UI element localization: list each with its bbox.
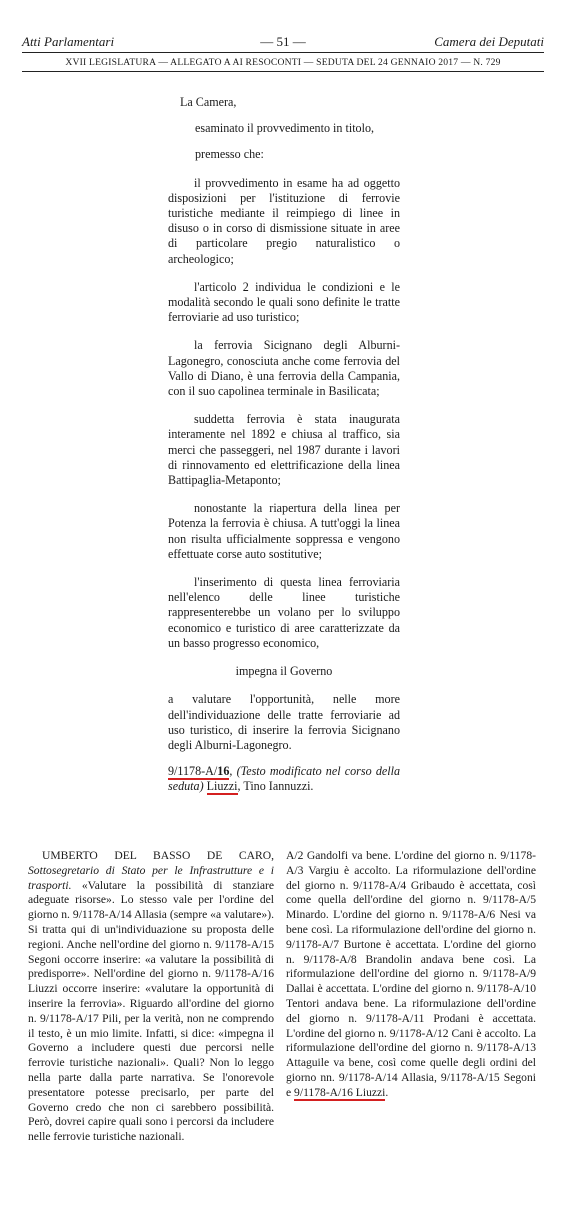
motion-text bbox=[168, 95, 400, 808]
page-header bbox=[22, 34, 544, 52]
first-signer: Liuzzi bbox=[206, 779, 238, 794]
motion-number: 9/1178-A/16 bbox=[168, 764, 230, 779]
transcript-column-left bbox=[28, 849, 274, 1145]
page-number: — 51 — bbox=[260, 34, 306, 49]
motion-paragraph: la ferrovia Sicignano degli Alburni-Lagonegro, conosciuta anche come ferrovia del Vallo di Diano, è una ferrovia della Campania, con il suo capolinea terminale in Basilicata; bbox=[168, 338, 400, 399]
transcript-column-right: A/2 Gandolfi va bene. L'ordine del giorno n. 9/1178-A/3 Vargiu è accolto. La riformulazione dell'ordine del giorno n. 9/1178-A/4 Gribaudo è accettata, così come quella dell'ordine del giorno n. 9/1178-A/5 Minardo. L'ordine del giorno n. 9/1178-A/6 Nesi va bene così. La riformulazione dell'ordine del giorno n. 9/1178-A/7 Burtone è accettata. L'ordine del giorno n. 9/1178-A/8 Brandolin andava bene così. La riformulazione dell'ordine del giorno n. 9/1178-A/9 Dallai è accettata. L'ordine del giorno n. 9/1178-A/10 Tentori andava bene. La riformulazione dell'ordine del giorno n. 9/1178-A/11 Prodani è accettata. L'ordine del giorno n. 9/1178-A/12 Cani è accolto. La riformulazione dell'ordine del giorno n. 9/1178-A/13 Attaguile va bene, così come quelle degli ordini del giorno nn. 9/1178-A/14 Allasia, 9/1178-A/15 Segoni e 9/1178-A/16 Liuzzi. bbox=[286, 849, 536, 1099]
motion-premised: premesso che: bbox=[195, 147, 264, 162]
header-rule-bottom bbox=[22, 71, 544, 72]
motion-examined: esaminato il provvedimento in titolo, bbox=[195, 121, 375, 136]
motion-note: (Testo modificato nel corso della seduta) bbox=[168, 764, 401, 794]
motion-paragraph: l'articolo 2 individua le condizioni e le modalità secondo le quali sono definite le tratte ferroviarie ad uso turistico; bbox=[168, 279, 400, 325]
motion-paragraph: il provvedimento in esame ha ad oggetto disposizioni per l'istituzione di ferrovie turistiche mediante il reimpiego di linee in disuso o in corso di dismissione situate in aree di particolare pregio naturalistico o archeologico; bbox=[168, 175, 400, 266]
transcript-text-left: «Valutare la possibilità di stanziare adeguate risorse». Lo stesso vale per l'ordine del giorno n. 9/1178-A/14 Allasia (sempre «a valutare»). Si tratta qui di un'individuazione su proposta delle regioni. Anche nell'ordine del giorno n. 9/1178-A/15 Segoni occorre inserire: «a valutare la possibilità di predisporre». Nell'ordine del giorno n. 9/1178-A/16 Liuzzi occorre inserire: «valutare la opportunità di inserire la ferrovia». Riguardo all'ordine del giorno n. 9/1178-A/17 Pili, per la verità, non ne comprendo il testo, è un mio limite. Infatti, si dice: «impegna il Governo a includere questi due percorsi nelle ferrovie turistiche nazionali». Quali? Non lo leggo nella parte dalla parte narrativa. Se l'onorevole presentatore potesse precisarlo, per parte del Governo credo che non ci sarebbero possibilità. Però, dovrei capire quali sono i percorsi da includere nelle ferrovie turistiche nazionali. bbox=[28, 878, 274, 1144]
motion-commits: impegna il Governo bbox=[235, 664, 333, 679]
motion-commitment: a valutare l'opportunità, nelle more dell'individuazione delle tratte ferroviarie ad uso turistico, di inserire la ferrovia Sicignano degli Alburni-Lagonegro. bbox=[168, 692, 400, 752]
motion-opening: La Camera, bbox=[180, 95, 237, 109]
motion-signature: 9/1178-A/16, (Testo modificato nel corso della seduta) Liuzzi, Tino Iannuzzi. bbox=[168, 764, 401, 794]
motion-paragraph: nonostante la riapertura della linea per Potenza la ferrovia è chiusa. A tutt'oggi la linea non risulta ufficialmente soppressa e vengono effettuate corse auto sostitutive; bbox=[168, 501, 400, 561]
speaker-role: Sottosegretario di Stato per le Infrastrutture e i trasporti. bbox=[28, 863, 274, 892]
header-left: Atti Parlamentari bbox=[22, 34, 115, 49]
motion-paragraph: l'inserimento di questa linea ferroviaria nell'elenco delle linee turistiche rappresenterebbe un volano per lo sviluppo economico e turistico di aree caratterizzate da un basso progresso economico, bbox=[168, 575, 400, 650]
header-rule-top bbox=[22, 52, 544, 53]
motion-paragraph: suddetta ferrovia è stata inaugurata interamente nel 1892 e chiusa al traffico, sia merci che passeggeri, nel 1987 durante i lavori di rinnovamento ed elettrificazione della linea Battipaglia-Metaponto; bbox=[168, 412, 400, 488]
underlined-reference: 9/1178-A/16 Liuzzi bbox=[294, 1085, 386, 1099]
session-line: XVII LEGISLATURA — ALLEGATO A AI RESOCONTI — SEDUTA DEL 24 GENNAIO 2017 — N. 729 bbox=[65, 57, 501, 68]
other-signers: , Tino Iannuzzi. bbox=[237, 779, 314, 794]
speaker-name: UMBERTO DEL BASSO DE CARO, bbox=[42, 849, 274, 862]
transcript-text-right: A/2 Gandolfi va bene. L'ordine del giorno n. 9/1178-A/3 Vargiu è accolto. La riformulazione dell'ordine del giorno n. 9/1178-A/4 Gribaudo è accettata, così come quella dell'ordine del giorno n. 9/1178-A/5 Minardo. L'ordine del giorno n. 9/1178-A/6 Nesi va bene così. La riformulazione dell'ordine del giorno n. 9/1178-A/7 Burtone è accettata. L'ordine del giorno n. 9/1178-A/8 Brandolin andava bene così. La riformulazione dell'ordine del giorno n. 9/1178-A/9 Dallai è accettata. L'ordine del giorno n. 9/1178-A/10 Tentori andava bene. La riformulazione dell'ordine del giorno n. 9/1178-A/11 Prodani è accettata. L'ordine del giorno n. 9/1178-A/12 Cani è accolto. La riformulazione dell'ordine del giorno n. 9/1178-A/13 Attaguile va bene, così come quelle degli ordini del giorno nn. 9/1178-A/14 Allasia, 9/1178-A/15 Segoni e bbox=[286, 849, 536, 1099]
header-right: Camera dei Deputati bbox=[434, 34, 544, 49]
